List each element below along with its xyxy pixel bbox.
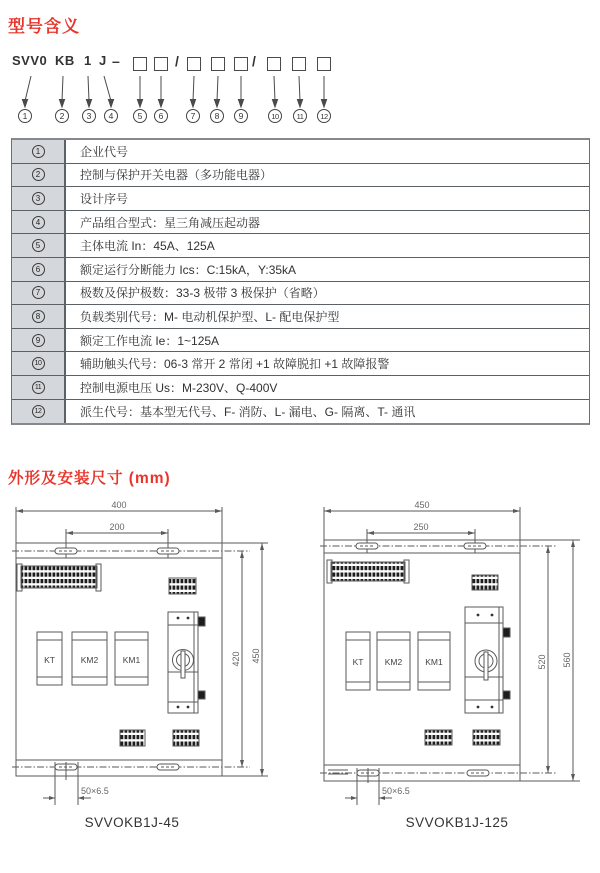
- code-placeholder-box: [154, 57, 168, 71]
- marker-9: 9: [234, 109, 248, 123]
- row-description: 极数及保护极数：33-3 极带 3 极保护（省略）: [80, 286, 325, 301]
- table-row: [12, 376, 589, 400]
- circled-number: 7: [32, 286, 45, 299]
- label-km2: KM2: [80, 655, 99, 665]
- label-kt: KT: [352, 657, 364, 667]
- dim-width-label: 450: [414, 500, 430, 510]
- row-description: 控制电源电压 Us：M-230V、Q-400V: [80, 380, 278, 395]
- terminal-block-bottom-right: [473, 730, 500, 745]
- marker-12: 12: [317, 109, 331, 123]
- marker-10: 10: [268, 109, 282, 123]
- row-number-cell: [12, 140, 66, 163]
- drawing-svvokb1j-45: [0, 500, 300, 845]
- row-description: 辅助触头代号：06-3 常开 2 常闭 +1 故障脱扣 +1 故障报警: [80, 357, 390, 372]
- terminal-block-bottom-left: [425, 730, 452, 745]
- row-description: 控制与保护开关电器（多功能电器）: [80, 168, 273, 183]
- dim-mount-h-label: 520: [537, 654, 547, 670]
- code-placeholder-box: [211, 57, 225, 71]
- terminal-block-bottom-right: [173, 730, 199, 746]
- section-title-model-meaning: 型号含义: [8, 17, 80, 36]
- table-row: [12, 282, 589, 306]
- row-description: 产品组合型式：星三角减压起动器: [80, 215, 261, 230]
- row-number-cell: [12, 164, 66, 187]
- code-slash: /: [252, 53, 256, 69]
- code-placeholder-box: [133, 57, 147, 71]
- marker-3: 3: [82, 109, 96, 123]
- row-number-cell: [12, 400, 66, 424]
- table-row: [12, 352, 589, 376]
- dim-mount-h-label: 420: [231, 651, 241, 667]
- circled-number: 5: [32, 239, 45, 252]
- label-kt: KT: [44, 655, 55, 665]
- circled-number: 11: [32, 381, 45, 394]
- table-row: [12, 329, 589, 353]
- circled-number: 12: [32, 405, 45, 418]
- row-description: 设计序号: [80, 191, 129, 206]
- drawing-svvokb1j-125: [300, 500, 600, 845]
- drawing1-caption: SVVOKB1J-45: [84, 815, 180, 830]
- table-row: [12, 234, 589, 258]
- main-switch-device: [465, 607, 510, 713]
- code-arrows: [0, 76, 360, 109]
- slot-size-label: 50×6.5: [382, 786, 410, 796]
- model-code-diagram: [0, 0, 600, 130]
- terminal-block-long: [327, 560, 409, 583]
- code-slash: /: [175, 53, 179, 69]
- code-placeholder-box: [234, 57, 248, 71]
- circled-number: 8: [32, 310, 45, 323]
- dim-mount-w-label: 250: [413, 522, 429, 532]
- circled-number: 4: [32, 216, 45, 229]
- table-row: [12, 305, 589, 329]
- row-number-cell: [12, 258, 66, 281]
- code-placeholder-box: [317, 57, 331, 71]
- row-description: 额定工作电流 Ie：1~125A: [80, 333, 220, 348]
- label-km1: KM1: [425, 657, 443, 667]
- code-placeholder-box: [187, 57, 201, 71]
- row-number-cell: [12, 352, 66, 375]
- marker-1: 1: [18, 109, 32, 123]
- terminal-block-bottom-left: [120, 730, 145, 746]
- slot-size-label: 50×6.5: [81, 786, 109, 796]
- row-number-cell: [12, 282, 66, 305]
- marker-4: 4: [104, 109, 118, 123]
- terminal-block-small: [169, 578, 196, 594]
- row-number-cell: [12, 329, 66, 352]
- marker-6: 6: [154, 109, 168, 123]
- circled-number: 3: [32, 192, 45, 205]
- row-number-cell: [12, 211, 66, 234]
- table-row: [12, 140, 589, 164]
- table-row: [12, 400, 589, 424]
- code-company: SVV0: [12, 53, 48, 68]
- main-switch-device: [168, 612, 205, 713]
- marker-11: 11: [293, 109, 307, 123]
- row-number-cell: [12, 305, 66, 328]
- table-row: [12, 211, 589, 235]
- code-combo: J: [99, 53, 107, 68]
- label-km2: KM2: [384, 657, 403, 667]
- marker-7: 7: [186, 109, 200, 123]
- row-description: 额定运行分断能力 Ics：C:15kA，Y:35kA: [80, 262, 297, 277]
- row-description: 负载类别代号：M- 电动机保护型、L- 配电保护型: [80, 309, 340, 324]
- code-series: 1: [84, 53, 92, 68]
- terminal-block-long: [17, 564, 101, 591]
- code-dash: –: [112, 53, 120, 69]
- table-row: [12, 187, 589, 211]
- table-row: [12, 258, 589, 282]
- row-number-cell: [12, 376, 66, 399]
- circled-number: 10: [32, 357, 45, 370]
- marker-8: 8: [210, 109, 224, 123]
- row-description: 主体电流 In：45A、125A: [80, 239, 215, 254]
- circled-number: 9: [32, 334, 45, 347]
- circled-number: 1: [32, 145, 45, 158]
- row-description: 派生代号：基本型无代号、F- 消防、L- 漏电、G- 隔离、T- 通讯: [80, 404, 416, 419]
- marker-5: 5: [133, 109, 147, 123]
- label-km1: KM1: [122, 655, 141, 665]
- terminal-block-small: [472, 575, 498, 590]
- row-number-cell: [12, 234, 66, 257]
- circled-number: 2: [32, 168, 45, 181]
- circled-number: 6: [32, 263, 45, 276]
- dim-height-label: 560: [562, 652, 572, 668]
- code-placeholder-box: [292, 57, 306, 71]
- dim-height-label: 450: [251, 648, 261, 664]
- drawing2-caption: SVVOKB1J-125: [405, 815, 509, 830]
- row-description: 企业代号: [80, 144, 129, 159]
- code-placeholder-box: [267, 57, 281, 71]
- model-meaning-table: [11, 138, 590, 425]
- row-number-cell: [12, 187, 66, 210]
- table-row: [12, 164, 589, 188]
- section-title-dimensions: 外形及安装尺寸 (mm): [8, 470, 171, 487]
- dim-width-label: 400: [111, 500, 127, 510]
- code-device: KB: [55, 53, 75, 68]
- dim-mount-w-label: 200: [109, 522, 125, 532]
- marker-2: 2: [55, 109, 69, 123]
